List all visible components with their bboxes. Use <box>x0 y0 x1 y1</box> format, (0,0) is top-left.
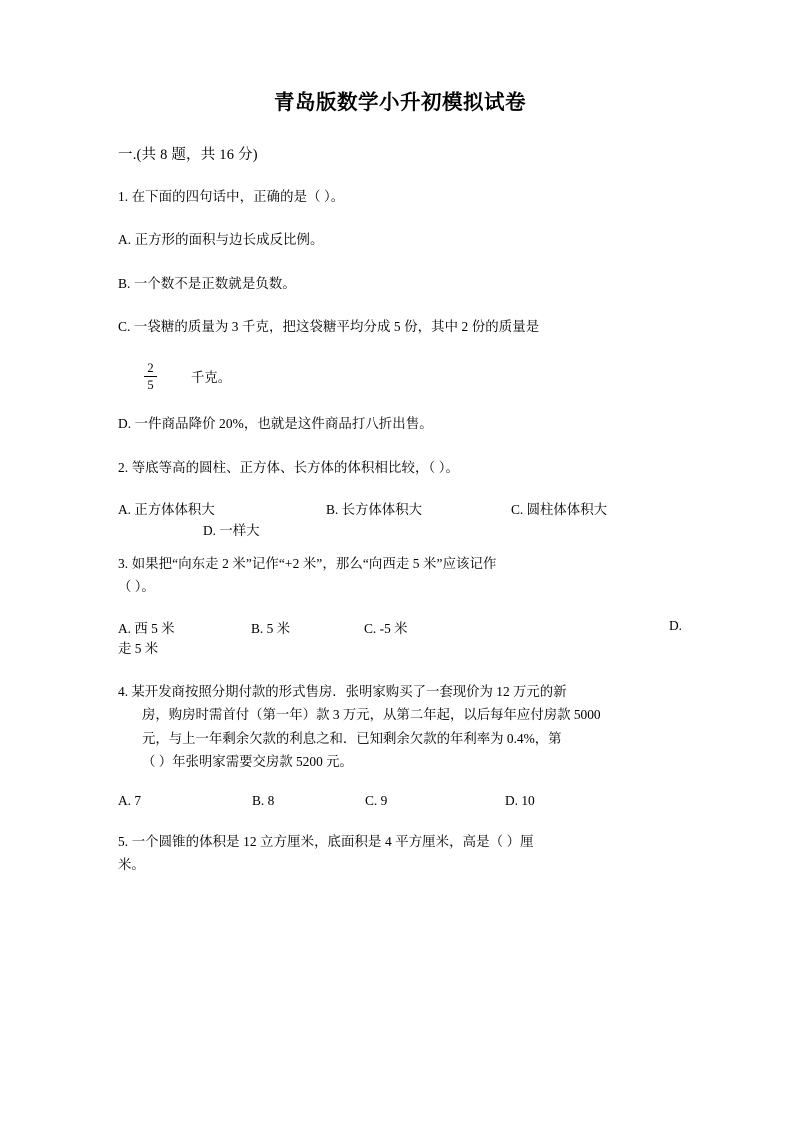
fraction <box>144 361 157 392</box>
question-2-options <box>118 499 682 518</box>
question-3-stem-line2: （ ）。 <box>118 579 155 595</box>
question-3-option-b: B. 5 米 <box>251 620 291 636</box>
question-4-options <box>118 793 682 809</box>
question-4-line3: 元，与上一年剩余欠款的利息之和．已知剩余欠款的年利率为 0.4%，第 <box>142 730 562 746</box>
question-4-line2: 房，购房时需首付（第一年）款 3 万元，从第二年起，以后每年应付房款 5000 <box>142 707 601 723</box>
question-5-line1: 5. 一个圆锥的体积是 12 立方厘米，底面积是 4 平方厘米，高是（ ）厘 <box>118 833 534 849</box>
question-4-option-b: B. 8 <box>252 792 275 808</box>
question-4-option-c: C. 9 <box>365 792 388 808</box>
question-1-option-b: B. 一个数不是正数就是负数。 <box>118 275 296 291</box>
question-3-option-c: C. -5 米 <box>364 620 408 636</box>
question-4-option-a: A. 7 <box>118 792 142 808</box>
fraction-unit: 千克。 <box>191 369 232 385</box>
question-3-stem-line1: 3. 如果把“向东走 2 米”记作“+2 米”，那么“向西走 5 米”应该记作 <box>118 555 497 571</box>
question-2-stem: 2. 等底等高的圆柱、正方体、长方体的体积相比较，（ ）。 <box>118 460 460 476</box>
question-4-line1: 4. 某开发商按照分期付款的形式售房．张明家购买了一套现价为 12 万元的新 <box>118 683 567 699</box>
question-1-fraction-line <box>118 361 682 392</box>
fraction-denominator: 5 <box>147 377 154 392</box>
question-1-option-c: C. 一袋糖的质量为 3 千克，把这袋糖平均分成 5 份，其中 2 份的质量是 <box>118 319 540 335</box>
question-1-option-a: A. 正方形的面积与边长成反比例。 <box>118 232 324 248</box>
question-5-line2: 米。 <box>118 857 145 873</box>
question-3-option-d-cont: 走 5 米 <box>118 640 159 656</box>
question-3-option-d: D. <box>668 617 682 633</box>
question-3-option-a: A. 西 5 米 <box>118 620 175 636</box>
question-2-option-c: C. 圆柱体体积大 <box>511 501 607 517</box>
question-1-stem: 1. 在下面的四句话中，正确的是（ ）。 <box>118 188 345 204</box>
page-title: 青岛版数学小升初模拟试卷 <box>274 90 526 114</box>
section-heading: 一.(共 8 题，共 16 分) <box>118 146 258 163</box>
question-1-option-d: D. 一件商品降价 20%，也就是这件商品打八折出售。 <box>118 415 433 431</box>
question-4-stem <box>118 680 682 774</box>
question-2-option-a: A. 正方体体积大 <box>118 501 215 517</box>
question-4-option-d: D. 10 <box>505 792 535 808</box>
question-2-option-b: B. 长方体体积大 <box>326 501 422 517</box>
fraction-numerator: 2 <box>147 360 154 375</box>
question-2-option-d: D. 一样大 <box>203 522 260 538</box>
question-3-options <box>118 618 682 637</box>
question-4-line4: （ ）年张明家需要交房款 5200 元。 <box>142 754 353 770</box>
